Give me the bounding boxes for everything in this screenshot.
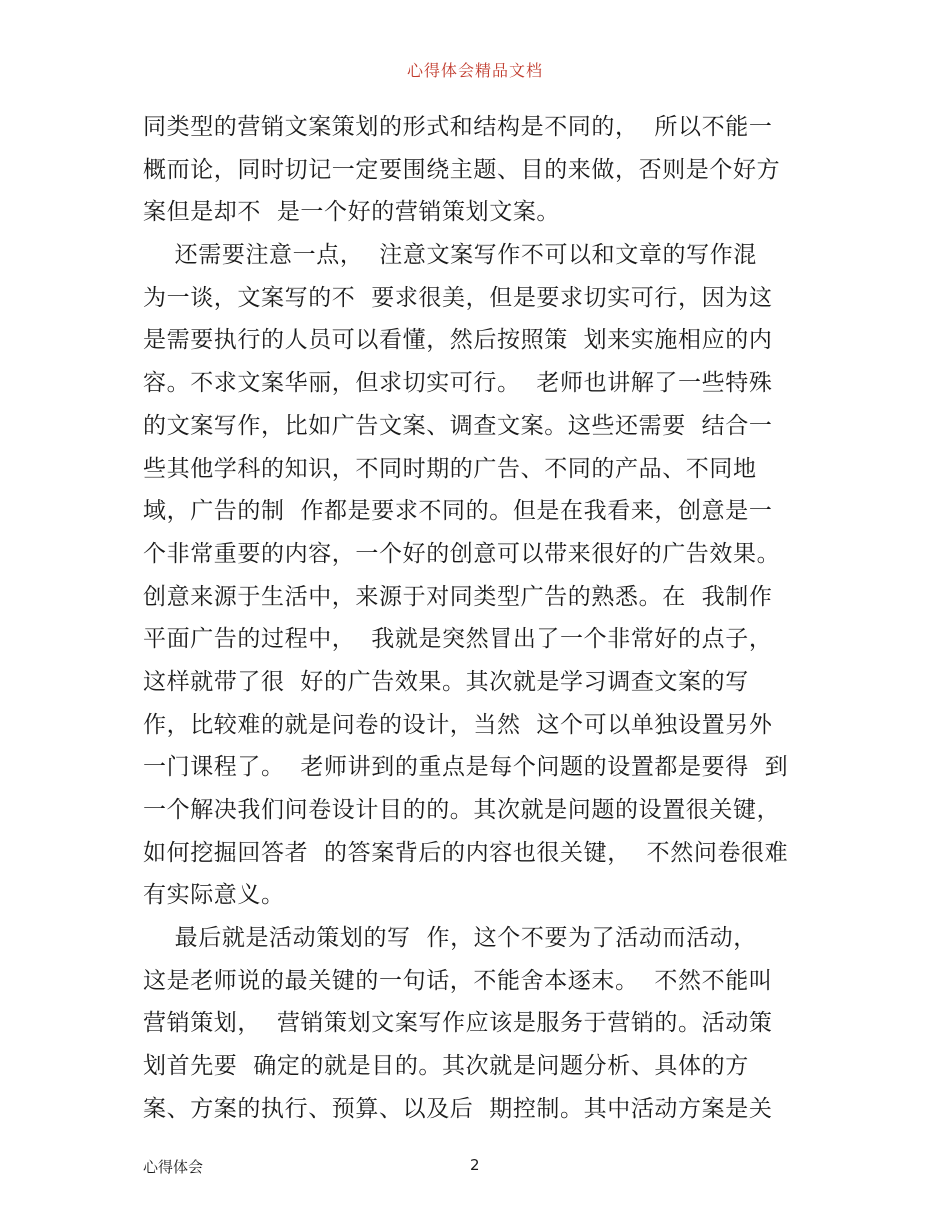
text-line: 作，比较难的就是问卷的设计，当然 这个可以单独设置另外 bbox=[143, 711, 773, 738]
text-line: 平面广告的过程中， 我就是突然冒出了一个非常好的点子， bbox=[143, 626, 773, 653]
text-line: 最后就是活动策划的写 作，这个不要为了活动而活动， bbox=[143, 925, 757, 952]
footer-label: 心得体会 bbox=[143, 1158, 204, 1176]
text-line: 营销策划， 营销策划文案写作应该是服务于营销的。活动策 bbox=[143, 1010, 773, 1037]
text-line: 还需要注意一点， 注意文案写作不可以和文章的写作混 bbox=[143, 242, 757, 269]
text-line: 一门课程了。 老师讲到的重点是每个问题的设置都是要得 到 bbox=[143, 754, 789, 781]
page-number: 2 bbox=[470, 1156, 480, 1174]
text-line: 案但是却不 是一个好的营销策划文案。 bbox=[143, 199, 561, 226]
text-line: 有实际意义。 bbox=[143, 882, 285, 909]
text-line: 同类型的营销文案策划的形式和结构是不同的， 所以不能一 bbox=[143, 114, 773, 140]
text-line: 些其他学科的知识，不同时期的广告、不同的产品、不同地 bbox=[143, 455, 757, 482]
text-line: 案、方案的执行、预算、以及后 期控制。其中活动方案是关 bbox=[143, 1095, 773, 1122]
text-line: 概而论，同时切记一定要围绕主题、目的来做，否则是个好方 bbox=[143, 156, 781, 183]
text-line: 是需要执行的人员可以看懂，然后按照策 划来实施相应的内 bbox=[143, 327, 773, 354]
text-line: 的文案写作，比如广告文案、调查文案。这些还需要 结合一 bbox=[143, 412, 773, 439]
text-line: 如何挖掘回答者 的答案背后的内容也很关键， 不然问卷很难 bbox=[143, 839, 789, 866]
text-line: 为一谈，文案写的不 要求很美，但是要求切实可行，因为这 bbox=[143, 284, 773, 311]
text-line: 个非常重要的内容，一个好的创意可以带来很好的广告效果。 bbox=[143, 540, 781, 567]
text-line: 创意来源于生活中，来源于对同类型广告的熟悉。在 我制作 bbox=[143, 583, 773, 610]
text-line: 一个解决我们问卷设计目的的。其次就是问题的设置很关键， bbox=[143, 797, 781, 823]
page-header-title: 心得体会精品文档 bbox=[406, 61, 543, 80]
text-line: 域，广告的制 作都是要求不同的。但是在我看来，创意是一 bbox=[143, 498, 773, 525]
text-line: 划首先要 确定的就是目的。其次就是问题分析、具体的方 bbox=[143, 1053, 749, 1080]
text-line: 这样就带了很 好的广告效果。其次就是学习调查文案的写 bbox=[143, 668, 749, 695]
text-line: 这是老师说的最关键的一句话，不能舍本逐末。 不然不能叫 bbox=[143, 967, 773, 994]
text-line: 容。不求文案华丽，但求切实可行。 老师也讲解了一些特殊 bbox=[143, 370, 773, 397]
document-body bbox=[143, 106, 815, 1131]
